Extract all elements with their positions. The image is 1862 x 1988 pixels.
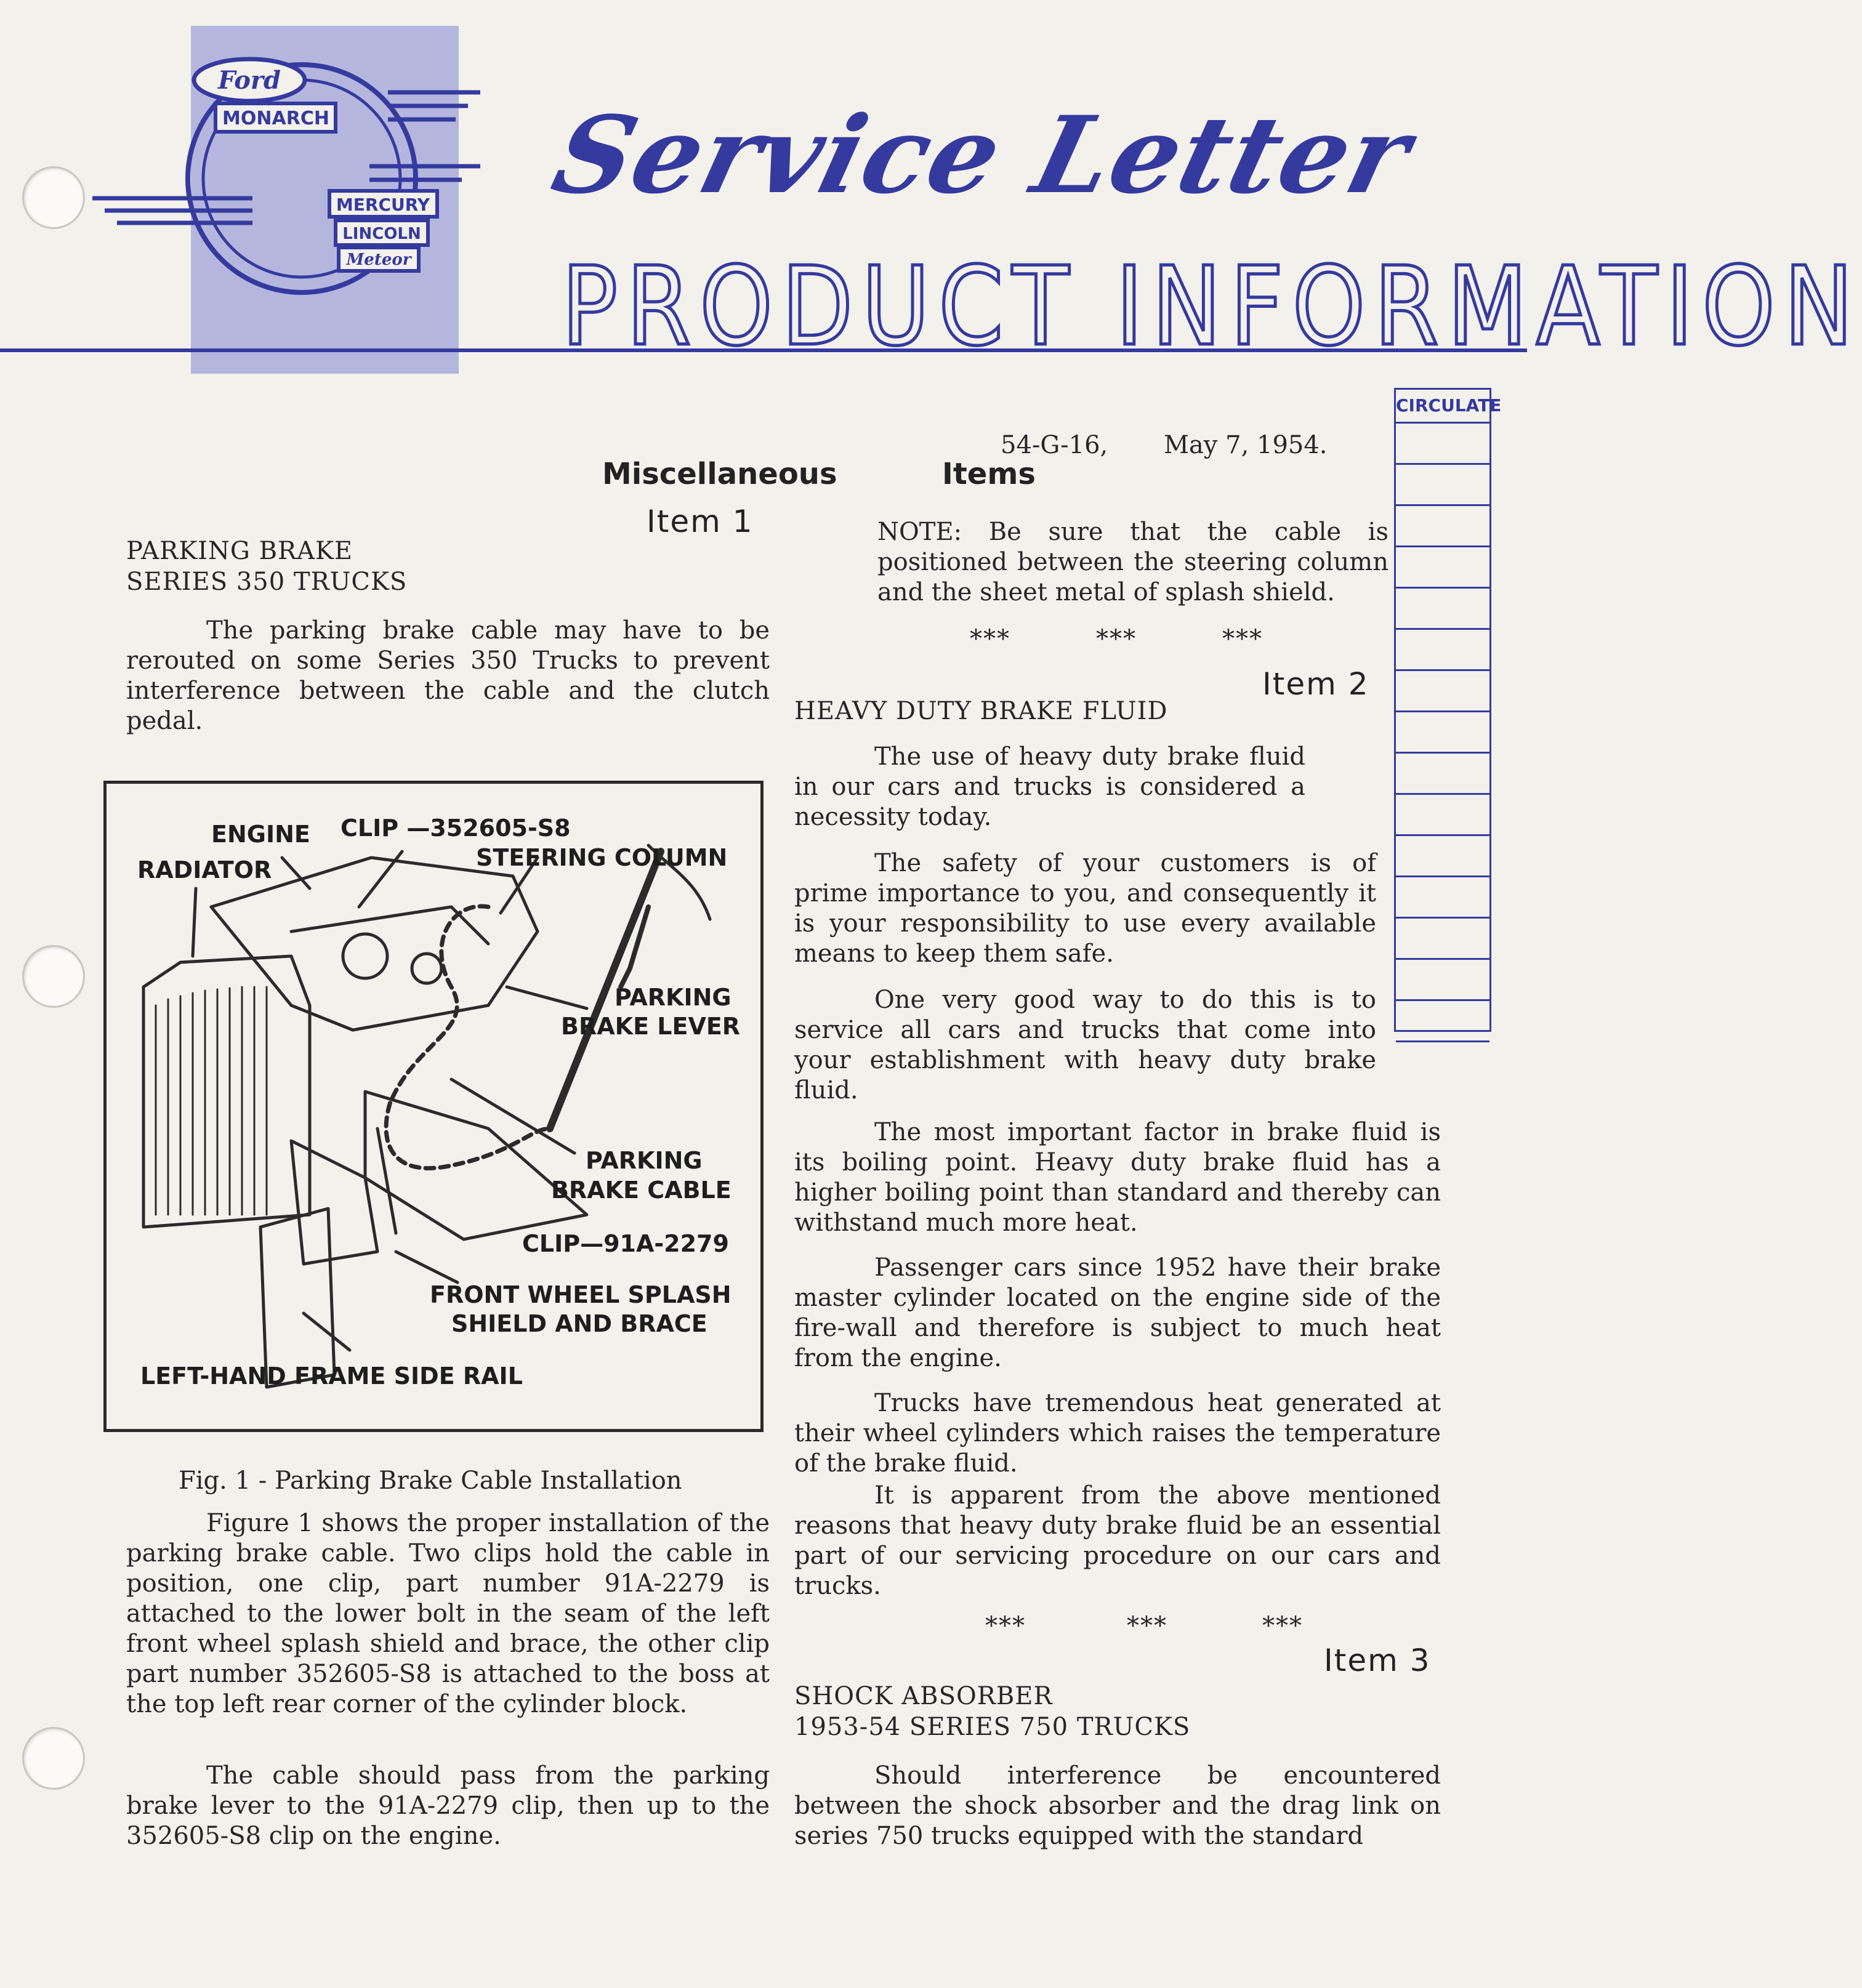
circulate-row [1396, 671, 1489, 712]
item-2-paragraph-2: The safety of your customers is of prime importance to you, and consequently it is your responsibility to use every available means to keep them safe. [794, 849, 1376, 968]
item-2-paragraph-6: Trucks have tremendous heat generated at their wheel cylinders which raises the temperature of the brake fluid. [794, 1389, 1441, 1478]
item-2-paragraph-3: One very good way to do this is to service all cars and trucks that come into your establishment with heavy duty brake fluid. [794, 986, 1376, 1105]
item-1-heading-line-1: PARKING BRAKE [126, 537, 353, 565]
logo-lincoln-text: LINCOLN [342, 225, 421, 243]
item-3-heading [794, 1681, 1190, 1742]
item-2-label: Item 2 [1262, 666, 1369, 702]
circulate-row [1396, 877, 1489, 919]
item-3-heading-line-2: 1953-54 SERIES 750 TRUCKS [794, 1713, 1191, 1741]
logo-meteor-text: Meteor [346, 251, 411, 269]
figure-label-parking-brake-lever-2: BRAKE LEVER [561, 1013, 741, 1040]
figure-1-caption: Fig. 1 - Parking Brake Cable Installation [179, 1467, 682, 1495]
service-letter-title: Service Letter [541, 92, 1424, 217]
circulate-row [1396, 754, 1489, 795]
circulate-label: CIRCULATE [1396, 390, 1489, 424]
figure-label-radiator: RADIATOR [137, 856, 272, 883]
item-1-heading [126, 536, 407, 597]
circulate-row [1396, 630, 1489, 671]
letter-reference: 54-G-16, [1001, 431, 1108, 459]
circulate-row [1396, 589, 1489, 630]
item-1-paragraph-2: Figure 1 shows the proper installation of the parking brake cable. Two clips hold the cable in position, one clip, part number 91A-2279 is attached to the lower bolt in the seam of the left front wheel splash shield and brace, the other clip part number 352605-S8 is attached to the boss at the top left rear corner of the cylinder block. [126, 1509, 770, 1718]
parking-brake-cable-shape [386, 906, 550, 1168]
circulate-rows [1396, 424, 1489, 1042]
item-3-heading-line-1: SHOCK ABSORBER [794, 1682, 1053, 1710]
figure-label-splash-2: SHIELD AND BRACE [451, 1310, 707, 1337]
product-information-title: PRODUCT INFORMATION [562, 243, 1862, 370]
item-2-paragraph-5: Passenger cars since 1952 have their brake master cylinder located on the engine side of the fire-wall and therefore is subject to much heat from the engine. [794, 1254, 1441, 1372]
circulate-box [1394, 388, 1502, 1032]
separator-2b: *** [1127, 1612, 1167, 1640]
separator-1a: *** [970, 625, 1010, 653]
circulate-row [1396, 960, 1489, 1001]
item-1-paragraph-1: The parking brake cable may have to be rerouted on some Series 350 Trucks to prevent interference between the cable and the clutch pedal. [126, 616, 770, 735]
punch-hole-bottom [22, 1727, 85, 1790]
circulate-row [1396, 424, 1489, 465]
circulate-row [1396, 712, 1489, 754]
figure-label-clip-bottom: CLIP—91A-2279 [522, 1230, 729, 1257]
item-2-paragraph-4: The most important factor in brake fluid is its boiling point. Heavy duty brake fluid has a higher boiling point than standard and thereby can withstand much more heat. [794, 1118, 1441, 1237]
circulate-row [1396, 919, 1489, 960]
figure-1 [103, 781, 764, 1432]
item-3-paragraph-1: Should interference be encountered between the shock absorber and the drag link on series 750 trucks equipped with the standard [794, 1761, 1441, 1850]
item-1-paragraph-3: The cable should pass from the parking brake lever to the 91A-2279 clip, then up to the 352605-S8 clip on the engine. [126, 1761, 770, 1850]
circulate-row [1396, 1001, 1489, 1042]
figure-label-steering-column: STEERING COLUMN [476, 844, 728, 871]
punch-hole-top [22, 166, 85, 229]
section-title-left: Miscellaneous [602, 457, 837, 491]
frame-rail-shape [260, 1209, 334, 1387]
item-2-paragraph-1: The use of heavy duty brake fluid in our cars and trucks is considered a necessity today. [794, 742, 1305, 831]
figure-label-clip-top: CLIP —352605-S8 [341, 815, 571, 842]
punch-hole-middle [22, 945, 85, 1008]
ford-lincoln-mercury-logo [92, 55, 480, 326]
figure-label-parking-brake-cable-1: PARKING [586, 1147, 703, 1174]
circulate-row [1396, 547, 1489, 589]
logo-monarch-text: MONARCH [222, 108, 329, 129]
logo-mercury-text: MERCURY [336, 195, 430, 215]
figure-label-frame-rail: LEFT-HAND FRAME SIDE RAIL [140, 1362, 523, 1390]
item-1-label: Item 1 [647, 504, 754, 539]
separator-1c: *** [1222, 625, 1263, 653]
item-2-heading: HEAVY DUTY BRAKE FLUID [794, 697, 1168, 725]
item-3-label: Item 3 [1324, 1643, 1431, 1678]
circulate-row [1396, 836, 1489, 877]
circulate-row [1396, 465, 1489, 506]
letter-date: May 7, 1954. [1164, 431, 1328, 459]
circulate-row [1396, 506, 1489, 547]
separator-1b: *** [1096, 625, 1137, 653]
item-2-paragraph-7: It is apparent from the above mentioned reasons that heavy duty brake fluid be an essential part of our servicing procedure on our cars and trucks. [794, 1481, 1441, 1600]
figure-label-splash-1: FRONT WHEEL SPLASH [430, 1281, 732, 1308]
circulate-row [1396, 795, 1489, 836]
figure-label-parking-brake-cable-2: BRAKE CABLE [551, 1177, 732, 1204]
separator-2a: *** [985, 1612, 1026, 1640]
figure-label-engine: ENGINE [211, 821, 310, 848]
separator-2c: *** [1262, 1612, 1303, 1640]
item-1-heading-line-2: SERIES 350 TRUCKS [126, 568, 408, 596]
figure-label-parking-brake-lever-1: PARKING [615, 984, 732, 1011]
item-1-note: NOTE: Be sure that the cable is positioned between the steering column and the sheet metal of splash shield. [877, 518, 1388, 606]
logo-ford-text: Ford [218, 66, 281, 95]
section-title-right: Items [942, 457, 1036, 491]
